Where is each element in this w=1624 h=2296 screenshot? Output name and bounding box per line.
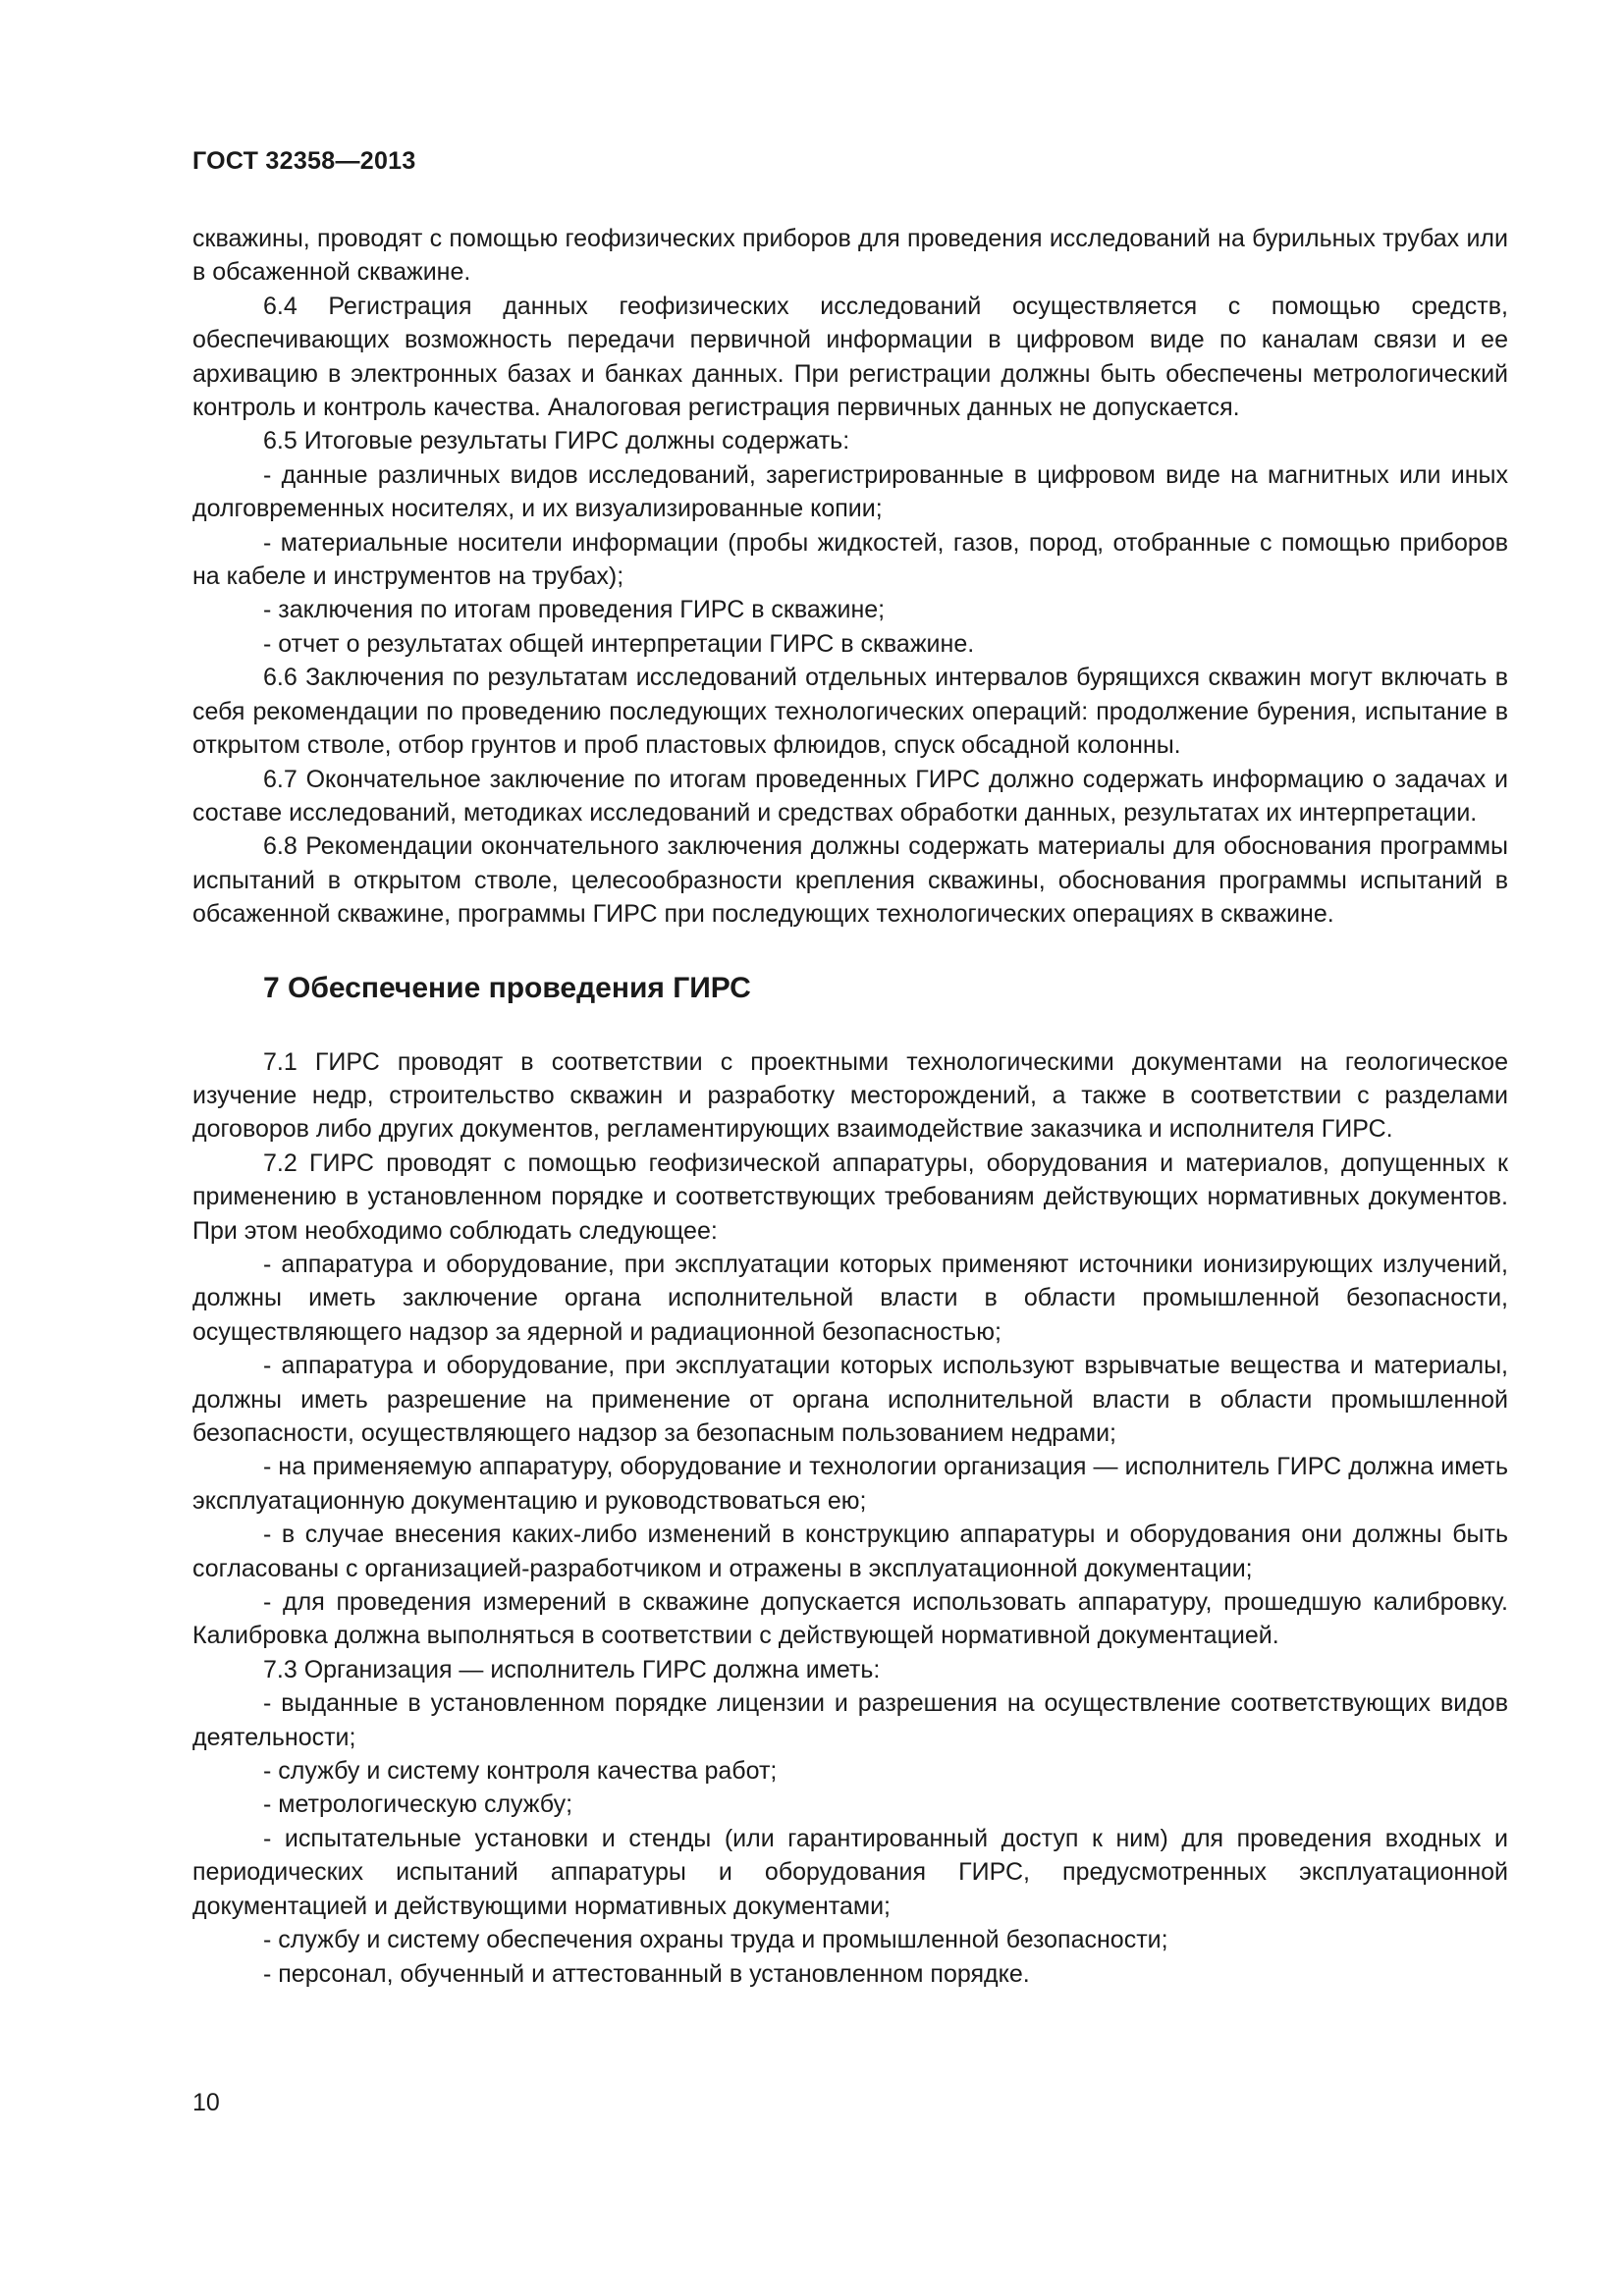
document-body bbox=[192, 222, 1508, 1991]
list-item: - выданные в установленном порядке лицензии и разрешения на осуществление соответствующих видов деятельности; bbox=[192, 1689, 1508, 1751]
list-item: - на применяемую аппаратуру, оборудование и технологии организация — исполнитель ГИРС должна иметь эксплуатационную документацию и руководствоваться ею; bbox=[192, 1453, 1508, 1515]
list-item: - заключения по итогам проведения ГИРС в скважине; bbox=[263, 596, 886, 624]
paragraph-7-3: 7.3 Организация — исполнитель ГИРС должна иметь: bbox=[263, 1655, 881, 1683]
paragraph-6-7: 6.7 Окончательное заключение по итогам проведенных ГИРС должно содержать информацию о задачах и составе исследований, методиках исследований и средствах обработки данных, результатах их интерпретации. bbox=[192, 765, 1508, 827]
list-item: - службу и систему обеспечения охраны труда и промышленной безопасности; bbox=[263, 1926, 1168, 1954]
list-item: - материальные носители информации (пробы жидкостей, газов, пород, отобранные с помощью приборов на кабеле и инструментов на трубах); bbox=[192, 528, 1508, 591]
list-item: - в случае внесения каких-либо изменений в конструкцию аппаратуры и оборудования они должны быть согласованы с организацией-разработчиком и отражены в эксплуатационной документации; bbox=[192, 1521, 1508, 1582]
document-code-header: ГОСТ 32358—2013 bbox=[192, 147, 416, 175]
list-item: - аппаратура и оборудование, при эксплуатации которых применяют источники ионизирующих излучений, должны иметь заключение органа исполнительной власти в области промышленной безопасности, осуществляющего надзор за ядерной и радиационной безопасностью; bbox=[192, 1250, 1508, 1346]
list-item: - аппаратура и оборудование, при эксплуатации которых используют взрывчатые вещества и материалы, должны иметь разрешение на применение от органа исполнительной власти в области промышленной безопасности, осуществляющего надзор за безопасным пользованием недрами; bbox=[192, 1352, 1508, 1447]
list-item: - испытательные установки и стенды (или гарантированный доступ к ним) для проведения входных и периодических испытаний аппаратуры и оборудования ГИРС, предусмотренных эксплуатационной документацией и действующими нормативных документами; bbox=[192, 1824, 1508, 1920]
list-item: - данные различных видов исследований, зарегистрированные в цифровом виде на магнитных или иных долговременных носителях, и их визуализированные копии; bbox=[192, 460, 1508, 523]
list-item: - персонал, обученный и аттестованный в установленном порядке. bbox=[263, 1959, 1030, 1988]
paragraph-7-2: 7.2 ГИРС проводят с помощью геофизической аппаратуры, оборудования и материалов, допущенных к применению в установленном порядке и соответствующих требованиям действующих нормативных документов. При этом необходимо соблюдать следующее: bbox=[192, 1148, 1508, 1245]
paragraph-6-6: 6.6 Заключения по результатам исследований отдельных интервалов бурящихся скважин могут включать в себя рекомендации по проведению последующих технологических операций: продолжение бурения, испытание в открытом стволе, отбор грунтов и проб пластовых флюидов, спуск обсадной колонны. bbox=[192, 664, 1508, 760]
paragraph-7-1: 7.1 ГИРС проводят в соответствии с проектными технологическими документами на геологическое изучение недр, строительство скважин и разработку месторождений, а также в соответствии с разделами договоров либо других документов, регламентирующих взаимодействие заказчика и исполнителя ГИРС. bbox=[192, 1047, 1508, 1144]
paragraph-continuation: скважины, проводят с помощью геофизических приборов для проведения исследований на бурильных трубах или в обсаженной скважине. bbox=[192, 225, 1508, 287]
section-7 bbox=[192, 1045, 1508, 1991]
section-7-heading: 7 Обеспечение проведения ГИРС bbox=[263, 971, 751, 1004]
paragraph-6-5: 6.5 Итоговые результаты ГИРС должны содержать: bbox=[263, 427, 850, 455]
paragraph-6-4: 6.4 Регистрация данных геофизических исследований осуществляется с помощью средств, обеспечивающих возможность передачи первичной информации в цифровом виде по каналам связи и ее архивацию в электронных базах и банках данных. При регистрации должны быть обеспечены метрологический контроль и контроль качества. Аналоговая регистрация первичных данных не допускается. bbox=[192, 292, 1508, 422]
page-number: 10 bbox=[192, 2089, 220, 2116]
paragraph-6-8: 6.8 Рекомендации окончательного заключения должны содержать материалы для обоснования программы испытаний в открытом стволе, целесообразности крепления скважины, обоснования программы испытаний в обсаженной скважине, программы ГИРС при последующих технологических операциях в скважине. bbox=[192, 832, 1508, 929]
section-6-continued bbox=[192, 222, 1508, 932]
list-item: - для проведения измерений в скважине допускается использовать аппаратуру, прошедшую калибровку. Калибровка должна выполняться в соответствии с действующей нормативной документацией. bbox=[192, 1588, 1508, 1650]
list-item: - отчет о результатах общей интерпретации ГИРС в скважине. bbox=[263, 629, 975, 658]
list-item: - службу и систему контроля качества работ; bbox=[263, 1757, 778, 1786]
list-item: - метрологическую службу; bbox=[263, 1790, 573, 1819]
